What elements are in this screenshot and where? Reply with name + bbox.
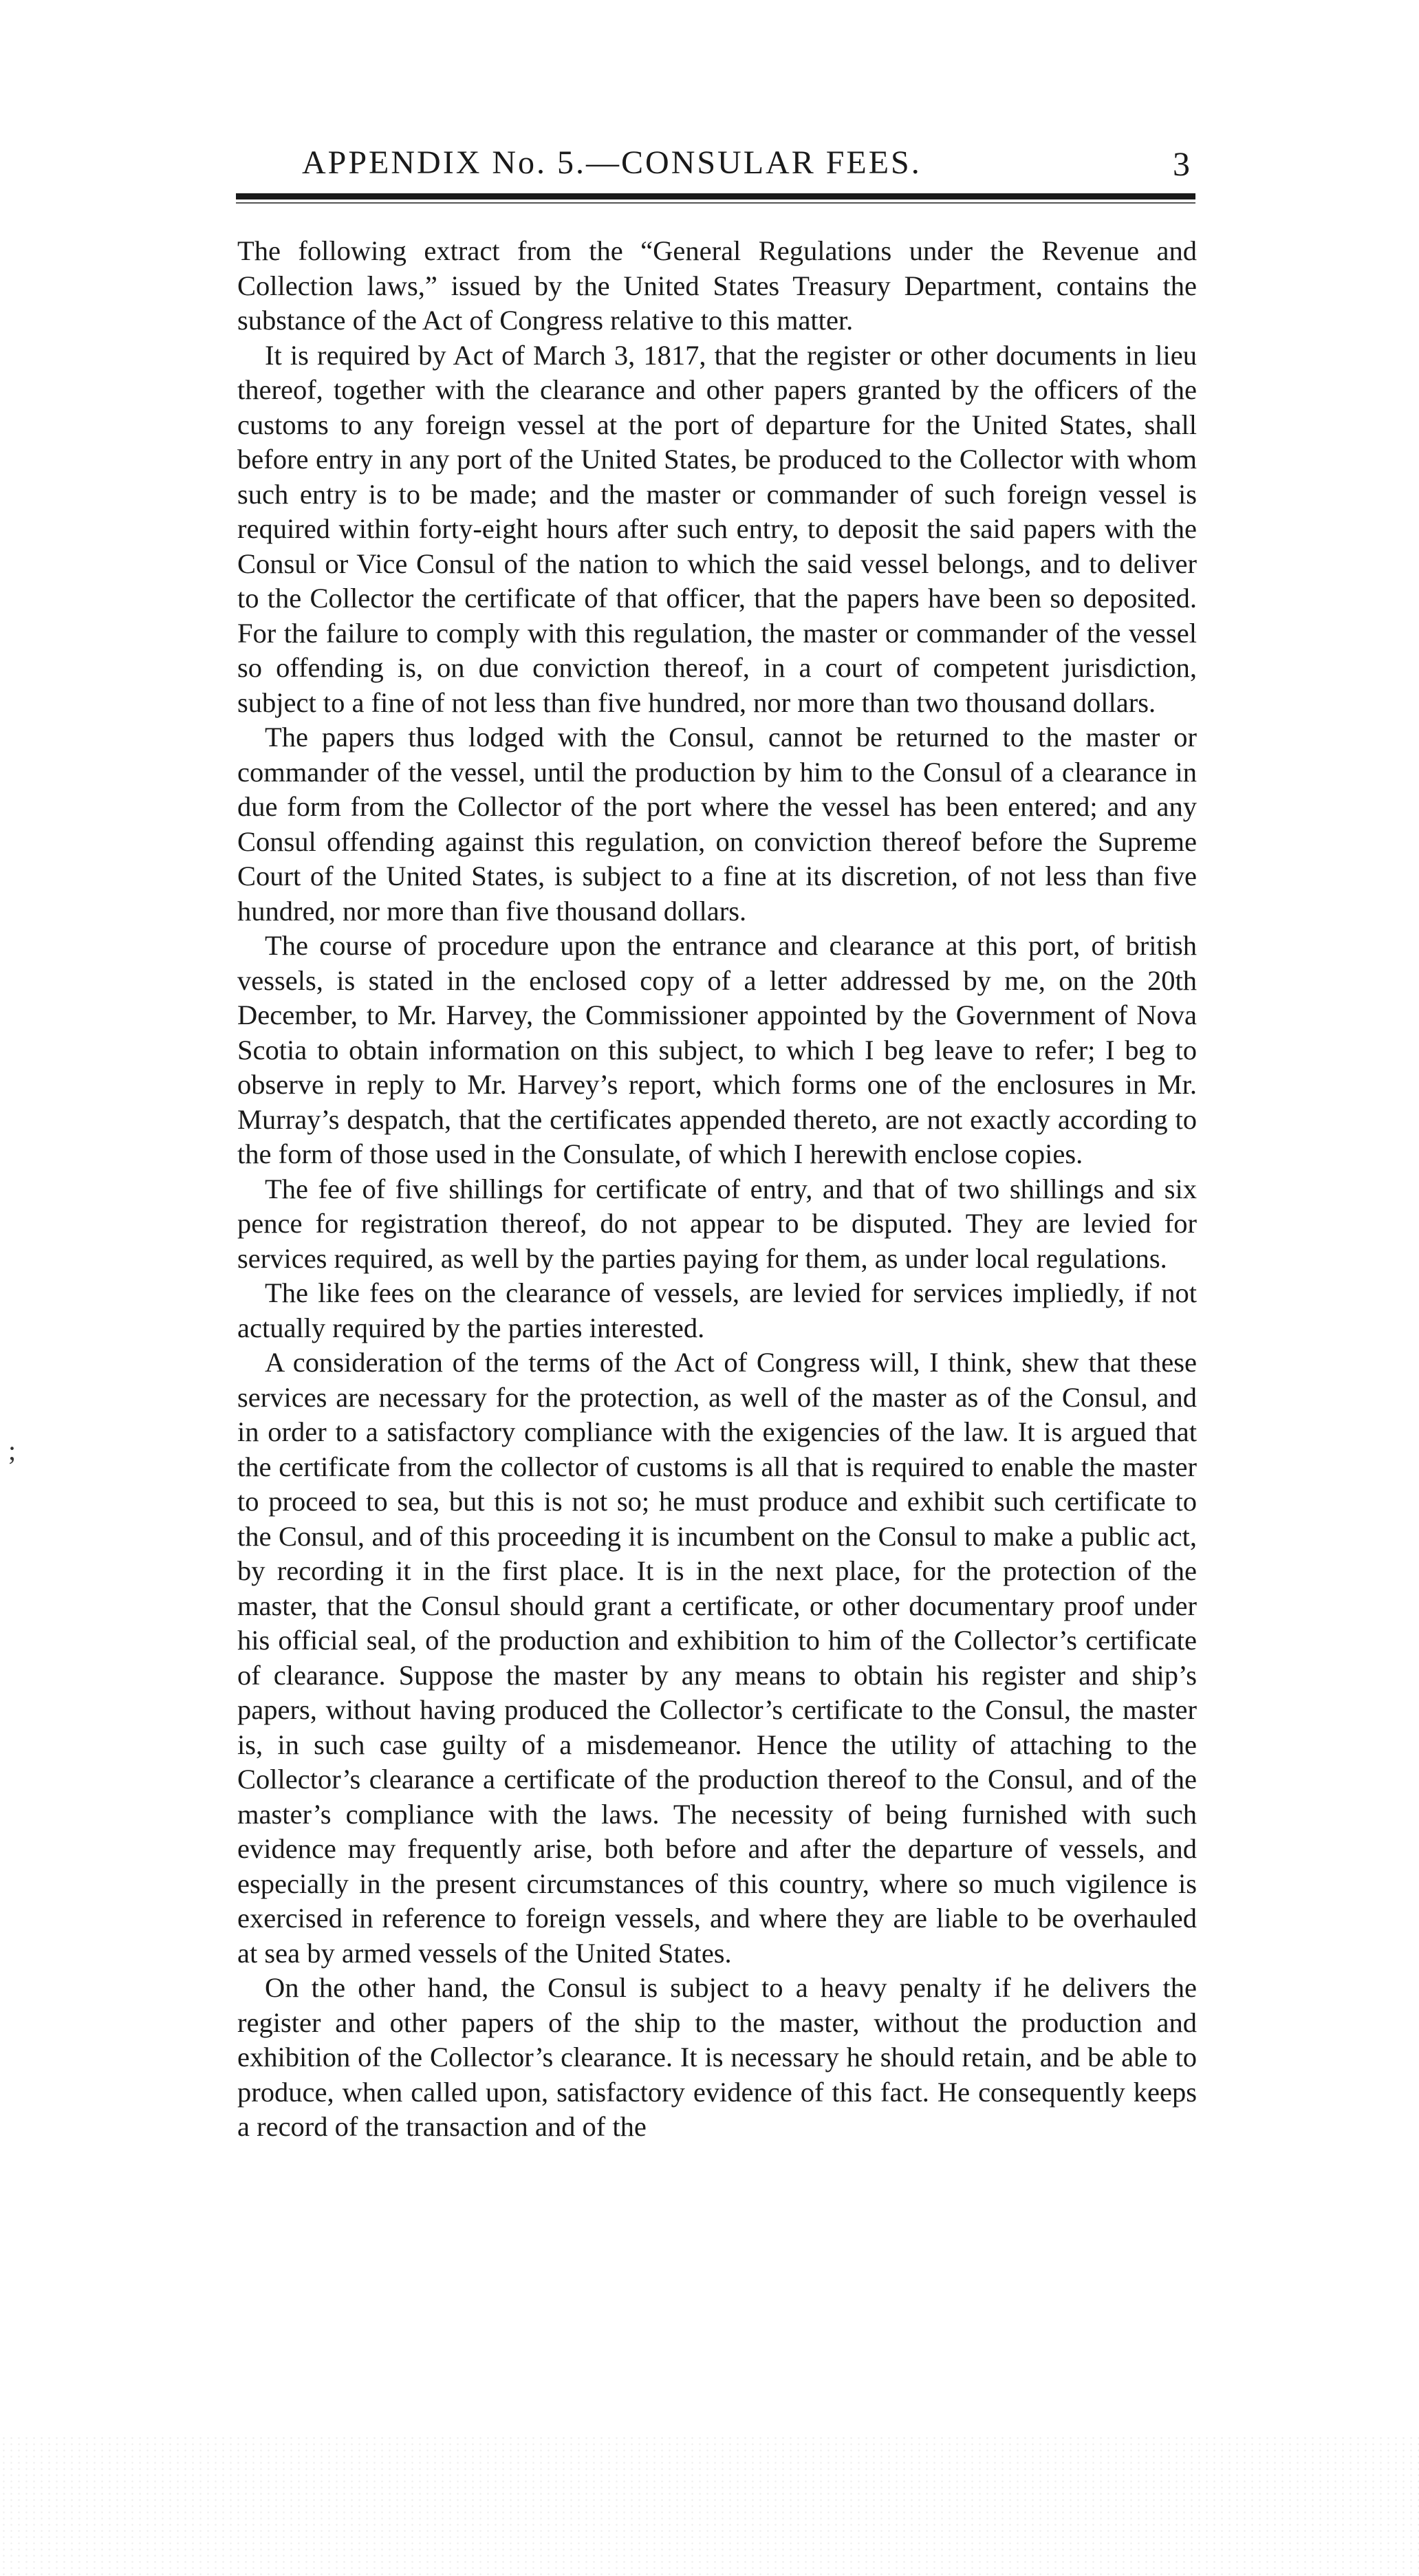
paragraph: It is required by Act of March 3, 1817, that the register or other documents in lieu thereof, together with the clearance and other papers granted by the officers of the customs to any foreign vessel at the port of departure for the United States, shall before entry in any port of the United States, be produced to the Collector with whom such entry is to be made; and the master or commander of such foreign vessel is required within forty-eight hours after such entry, to deposit the said papers with the Consul or Vice Consul of the nation to which the said vessel belongs, and to deliver to the Collector the certificate of that officer, that the papers have been so deposited. For the failure to comply with this regulation, the master or commander of the vessel so offending is, on due conviction thereof, in a court of competent jurisdiction, subject to a fine of not less than five hundred, nor more than two thousand dollars. [237,339,1197,718]
scan-noise [0,2435,1419,2576]
header-rule-thick [236,193,1195,199]
paragraph: The papers thus lodged with the Consul, cannot be returned to the master or commander of the vessel, until the production by him to the Consul of a clearance in due form from the Collector of the port where the vessel has been entered; and any Consul offending against this regulation, on conviction thereof before the Supreme Court of the United States, is subject to a fine at its discretion, of not less than five hundred, nor more than five thousand dollars. [237,722,1197,927]
paragraph: The like fees on the clearance of vessels, are levied for services impliedly, if not actually required by the parties interested. [237,1277,1197,1343]
page-number: 3 [1173,144,1190,183]
header-rule-thin [236,202,1195,204]
header-title: APPENDIX No. 5.—CONSULAR FEES. [302,144,922,181]
paragraph: A consideration of the terms of the Act of Congress will, I think, shew that these services are necessary for the protection, as well of the master as of the Consul, and in order to a satisfactory compliance with the exigencies of the law. It is argued that the certificate from the collector of customs is all that is required to enable the master to proceed to sea, but this is not so; he must produce and exhibit such certificate to the Consul, and of this proceeding it is incumbent on the Consul to make a public act, by recording it in the first place. It is in the next place, for the protection of the master, that the Consul should grant a certificate, or other documentary proof under his official seal, of the production and exhibition to him of the Collector’s certificate of clearance. Suppose the master by any means to obtain his register and ship’s papers, without having produced the Collector’s certificate to the Consul, the master is, in such case guilty of a misdemeanor. Hence the utility of attaching to the Collector’s clearance a certificate of the production thereof to the Consul, and of the master’s compliance with the laws. The necessity of being furnished with such evidence may frequently arise, both before and after the departure of vessels, and especially in the present circumstances of this country, where so much vigilence is exercised in reference to foreign vessels, and where they are liable to be overhauled at sea by armed vessels of the United States. [237,1347,1197,1969]
margin-mark: ; [8,1435,17,1466]
paragraph: The course of procedure upon the entrance and clearance at this port, of british vessels, is stated in the enclosed copy of a letter addressed by me, on the 20th December, to Mr. Harvey, the Commissioner appointed by the Government of Nova Scotia to obtain information on this subject, to which I beg leave to refer; I beg to observe in reply to Mr. Harvey’s report, which forms one of the enclosures in Mr. Murray’s despatch, that the certificates appended thereto, are not exactly according to the form of those used in the Consulate, of which I herewith enclose copies. [237,930,1197,1169]
running-header [236,141,1195,189]
paragraph: On the other hand, the Consul is subject to a heavy penalty if he delivers the register and other papers of the ship to the master, without the production and exhibition of the Collector’s clearance. It is necessary he should retain, and be able to produce, when called upon, satisfactory evidence of this fact. He consequently keeps a record of the transaction and of the [237,1972,1197,2142]
body-text [237,234,1197,2145]
paragraph: The following extract from the “General Regulations under the Revenue and Collection laws,” issued by the United States Treasury Department, contains the substance of the Act of Congress relative to this matter. [237,235,1197,336]
paragraph: The fee of five shillings for certificate of entry, and that of two shillings and six pence for registration thereof, do not appear to be disputed. They are levied for services required, as well by the parties paying for them, as under local regulations. [237,1173,1197,1274]
